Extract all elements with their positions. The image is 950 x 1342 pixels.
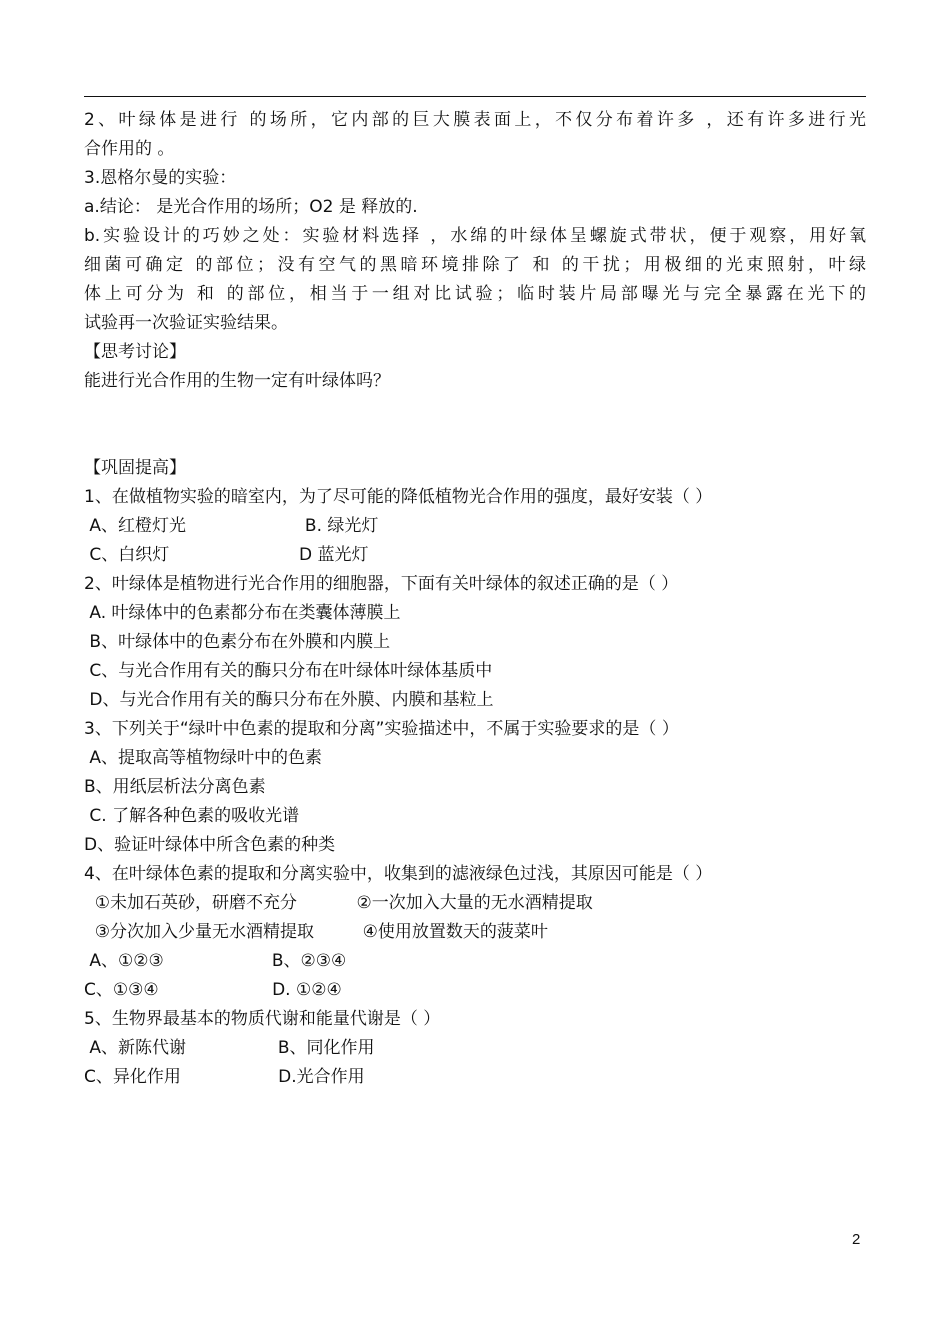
option-2c: C、与光合作用有关的酶只分布在叶绿体叶绿体基质中 xyxy=(84,661,493,681)
option-3d: D、验证叶绿体中所含色素的种类 xyxy=(84,835,336,855)
option-3b: B、用纸层析法分离色素 xyxy=(84,777,266,797)
text-line: 细菌可确定 的部位；没有空气的黑暗环境排除了 和 的干扰；用极细的光束照射，叶绿 xyxy=(84,255,866,275)
header-rule xyxy=(84,96,866,97)
question-4: 4、在叶绿体色素的提取和分离实验中，收集到的滤液绿色过浅，其原因可能是（ ） xyxy=(84,864,713,884)
question-5: 5、生物界最基本的物质代谢和能量代谢是（ ） xyxy=(84,1009,441,1029)
option-3c: C. 了解各种色素的吸收光谱 xyxy=(84,806,300,826)
option-2d: D、与光合作用有关的酶只分布在外膜、内膜和基粒上 xyxy=(84,690,494,710)
document-body xyxy=(84,106,866,1092)
text-line: 试验再一次验证实验结果。 xyxy=(84,313,288,333)
option-3a: A、提取高等植物绿叶中的色素 xyxy=(84,748,323,768)
question-3: 3、下列关于“绿叶中色素的提取和分离”实验描述中，不属于实验要求的是（ ） xyxy=(84,719,679,739)
question-1: 1、在做植物实验的暗室内，为了尽可能的降低植物光合作用的强度，最好安装（ ） xyxy=(84,487,713,507)
text-line: 3.恩格尔曼的实验： xyxy=(84,168,237,188)
text-line: a.结论： 是光合作用的场所；O2 是 释放的. xyxy=(84,197,418,217)
options-1ab: A、红橙灯光 B. 绿光灯 xyxy=(84,516,379,536)
discussion-question: 能进行光合作用的生物一定有叶绿体吗？ xyxy=(84,371,390,391)
options-1cd: C、白织灯 D 蓝光灯 xyxy=(84,545,369,565)
option-2b: B、叶绿体中的色素分布在外膜和内膜上 xyxy=(84,632,391,652)
blank-space xyxy=(84,396,866,454)
section-heading-consolidate: 【巩固提高】 xyxy=(84,458,186,478)
text-line: 合作用的 。 xyxy=(84,139,175,159)
page-number: 2 xyxy=(852,1231,861,1248)
question-2: 2、叶绿体是植物进行光合作用的细胞器，下面有关叶绿体的叙述正确的是（ ） xyxy=(84,574,679,594)
options-4cd: C、①③④ D. ①②④ xyxy=(84,980,342,1000)
text-line: 体上可分为 和 的部位，相当于一组对比试验；临时装片局部曝光与完全暴露在光下的 xyxy=(84,284,866,304)
options-4ab: A、①②③ B、②③④ xyxy=(84,951,347,971)
option-2a: A. 叶绿体中的色素都分布在类囊体薄膜上 xyxy=(84,603,401,623)
statements-4-34: ③分次加入少量无水酒精提取 ④使用放置数天的菠菜叶 xyxy=(84,922,548,942)
text-line: 2、叶绿体是进行 的场所，它内部的巨大膜表面上，不仅分布着许多 ，还有许多进行光 xyxy=(84,110,866,130)
section-heading-discussion: 【思考讨论】 xyxy=(84,342,186,362)
options-5ab: A、新陈代谢 B、同化作用 xyxy=(84,1038,375,1058)
statements-4-12: ①未加石英砂，研磨不充分 ②一次加入大量的无水酒精提取 xyxy=(84,893,593,913)
options-5cd: C、异化作用 D.光合作用 xyxy=(84,1067,365,1087)
text-line: b.实验设计的巧妙之处：实验材料选择 ，水绵的叶绿体呈螺旋式带状，便于观察，用好氧 xyxy=(84,226,866,246)
